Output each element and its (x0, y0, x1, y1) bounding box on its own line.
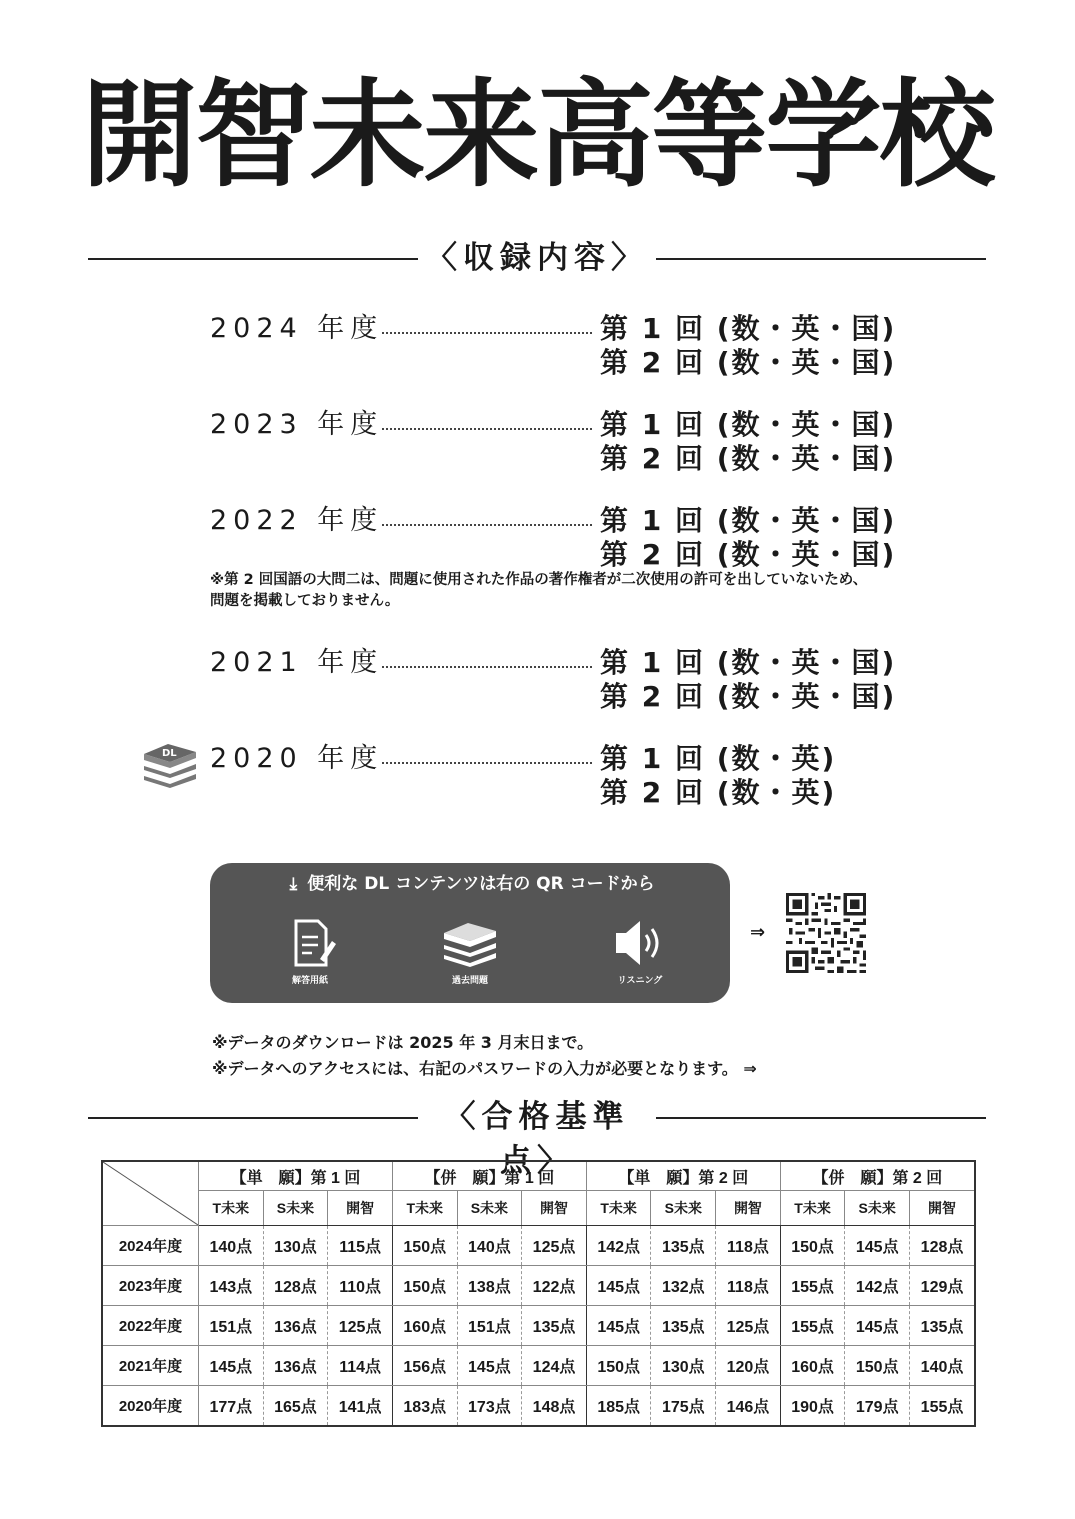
score-cell: 150点 (586, 1346, 651, 1386)
score-cell: 145点 (586, 1306, 651, 1346)
score-cell: 136点 (263, 1346, 328, 1386)
score-cell: 148点 (522, 1386, 587, 1427)
group-header: 【単 願】第 1 回 (199, 1161, 393, 1191)
year-label: 2024 年度 (210, 313, 384, 344)
score-cell: 179点 (845, 1386, 910, 1427)
score-cell: 160点 (392, 1306, 457, 1346)
score-cell: 125点 (328, 1306, 393, 1346)
table-body (102, 1226, 975, 1427)
passing-score-table (101, 1160, 976, 1427)
column-header: 開智 (716, 1191, 781, 1226)
score-cell: 145点 (457, 1346, 522, 1386)
download-notes: ※データのダウンロードは 2025 年 3 月末日まで。 ※データへのアクセスには、右記のパスワードの入力が必要となります。 ⇒ (212, 1033, 757, 1078)
copyright-note: ※第 2 回国語の大問二は、問題に使用された作品の著作権者が二次使用の許可を出していないため、問題を掲載しておりません。 (210, 572, 868, 609)
score-cell: 118点 (716, 1226, 781, 1266)
dot-leader (382, 524, 592, 526)
score-cell: 135点 (910, 1306, 975, 1346)
score-cell: 138点 (457, 1266, 522, 1306)
column-header: S未来 (845, 1191, 910, 1226)
score-cell: 185点 (586, 1386, 651, 1427)
row-year: 2022年度 (102, 1306, 199, 1346)
score-cell: 124点 (522, 1346, 587, 1386)
column-header: S未来 (651, 1191, 716, 1226)
score-cell: 125点 (522, 1226, 587, 1266)
table-row (102, 1306, 975, 1346)
score-cell: 114点 (328, 1346, 393, 1386)
score-cell: 160点 (780, 1346, 845, 1386)
group-header: 【併 願】第 1 回 (392, 1161, 586, 1191)
score-cell: 151点 (199, 1306, 264, 1346)
score-cell: 165点 (263, 1386, 328, 1427)
column-header: T未来 (392, 1191, 457, 1226)
dot-leader (382, 428, 592, 430)
row-year: 2020年度 (102, 1386, 199, 1427)
score-cell: 155点 (780, 1266, 845, 1306)
table-row (102, 1266, 975, 1306)
score-cell: 145点 (845, 1306, 910, 1346)
column-header: S未来 (457, 1191, 522, 1226)
speaker-icon (610, 915, 670, 971)
column-header: 開智 (910, 1191, 975, 1226)
session-line: 第 1 回 (数・英・国) (600, 312, 897, 345)
score-cell: 140点 (457, 1226, 522, 1266)
session-line: 第 2 回 (数・英・国) (600, 538, 897, 571)
score-cell: 175点 (651, 1386, 716, 1427)
score-cell: 177点 (199, 1386, 264, 1427)
session-line: 第 1 回 (数・英) (600, 742, 837, 775)
session-line: 第 2 回 (数・英) (600, 776, 837, 809)
score-cell: 115点 (328, 1226, 393, 1266)
contents-heading: 〈収録内容〉 (88, 236, 986, 280)
score-cell: 135点 (651, 1226, 716, 1266)
score-cell: 130点 (263, 1226, 328, 1266)
score-cell: 129点 (910, 1266, 975, 1306)
score-cell: 146点 (716, 1386, 781, 1427)
score-cell: 155点 (910, 1386, 975, 1427)
year-label: 2020 年度 (210, 743, 384, 774)
column-header: 開智 (328, 1191, 393, 1226)
score-cell: 190点 (780, 1386, 845, 1427)
score-cell: 150点 (392, 1226, 457, 1266)
page-title: 開智未来高等学校 (81, 68, 994, 203)
books-icon (440, 915, 500, 971)
svg-text:DL: DL (162, 748, 177, 759)
score-cell: 140点 (910, 1346, 975, 1386)
dot-leader (382, 666, 592, 668)
year-label: 2023 年度 (210, 409, 384, 440)
answer-sheet-item: 解答用紙 (250, 915, 370, 995)
table-row (102, 1346, 975, 1386)
banner-heading: ⤓ 便利な DL コンテンツは右の QR コードから (210, 871, 730, 897)
answer-sheet-icon (284, 915, 336, 971)
dot-leader (382, 332, 592, 334)
row-year: 2024年度 (102, 1226, 199, 1266)
score-cell: 173点 (457, 1386, 522, 1427)
dl-content-banner (210, 863, 730, 1003)
score-cell: 128点 (910, 1226, 975, 1266)
year-label: 2021 年度 (210, 647, 384, 678)
row-year: 2021年度 (102, 1346, 199, 1386)
arrow-to-qr: ⇒ (750, 922, 766, 943)
table-corner (102, 1161, 199, 1226)
score-cell: 145点 (845, 1226, 910, 1266)
group-header: 【単 願】第 2 回 (586, 1161, 780, 1191)
score-cell: 141点 (328, 1386, 393, 1427)
score-cell: 110点 (328, 1266, 393, 1306)
session-line: 第 2 回 (数・英・国) (600, 346, 897, 379)
qr-code[interactable] (786, 893, 866, 973)
listening-item: リスニング (580, 915, 700, 995)
score-cell: 183点 (392, 1386, 457, 1427)
score-cell: 130点 (651, 1346, 716, 1386)
score-cell: 143点 (199, 1266, 264, 1306)
column-header: T未来 (780, 1191, 845, 1226)
past-exams-item: 過去問題 (410, 915, 530, 995)
score-cell: 128点 (263, 1266, 328, 1306)
session-line: 第 1 回 (数・英・国) (600, 504, 897, 537)
download-icon: ⤓ (289, 874, 298, 894)
column-header: S未来 (263, 1191, 328, 1226)
session-line: 第 1 回 (数・英・国) (600, 646, 897, 679)
score-cell: 135点 (651, 1306, 716, 1346)
score-cell: 155点 (780, 1306, 845, 1346)
score-cell: 150点 (780, 1226, 845, 1266)
score-cell: 125点 (716, 1306, 781, 1346)
dot-leader (382, 762, 592, 764)
score-cell: 150点 (392, 1266, 457, 1306)
score-cell: 142点 (586, 1226, 651, 1266)
score-cell: 151点 (457, 1306, 522, 1346)
score-cell: 136点 (263, 1306, 328, 1346)
score-cell: 118点 (716, 1266, 781, 1306)
column-header: T未来 (586, 1191, 651, 1226)
score-cell: 132点 (651, 1266, 716, 1306)
score-cell: 156点 (392, 1346, 457, 1386)
table-row (102, 1386, 975, 1427)
score-cell: 142点 (845, 1266, 910, 1306)
score-cell: 145点 (586, 1266, 651, 1306)
row-year: 2023年度 (102, 1266, 199, 1306)
score-cell: 135点 (522, 1306, 587, 1346)
table-row (102, 1226, 975, 1266)
dl-books-icon (140, 738, 200, 788)
column-header: 開智 (522, 1191, 587, 1226)
score-cell: 140点 (199, 1226, 264, 1266)
year-label: 2022 年度 (210, 505, 384, 536)
session-line: 第 2 回 (数・英・国) (600, 680, 897, 713)
score-cell: 145点 (199, 1346, 264, 1386)
group-header: 【併 願】第 2 回 (780, 1161, 975, 1191)
criteria-heading: 〈合格基準点〉 (88, 1095, 986, 1139)
session-line: 第 2 回 (数・英・国) (600, 442, 897, 475)
score-cell: 122点 (522, 1266, 587, 1306)
score-cell: 120点 (716, 1346, 781, 1386)
score-cell: 150点 (845, 1346, 910, 1386)
column-header: T未来 (199, 1191, 264, 1226)
session-line: 第 1 回 (数・英・国) (600, 408, 897, 441)
